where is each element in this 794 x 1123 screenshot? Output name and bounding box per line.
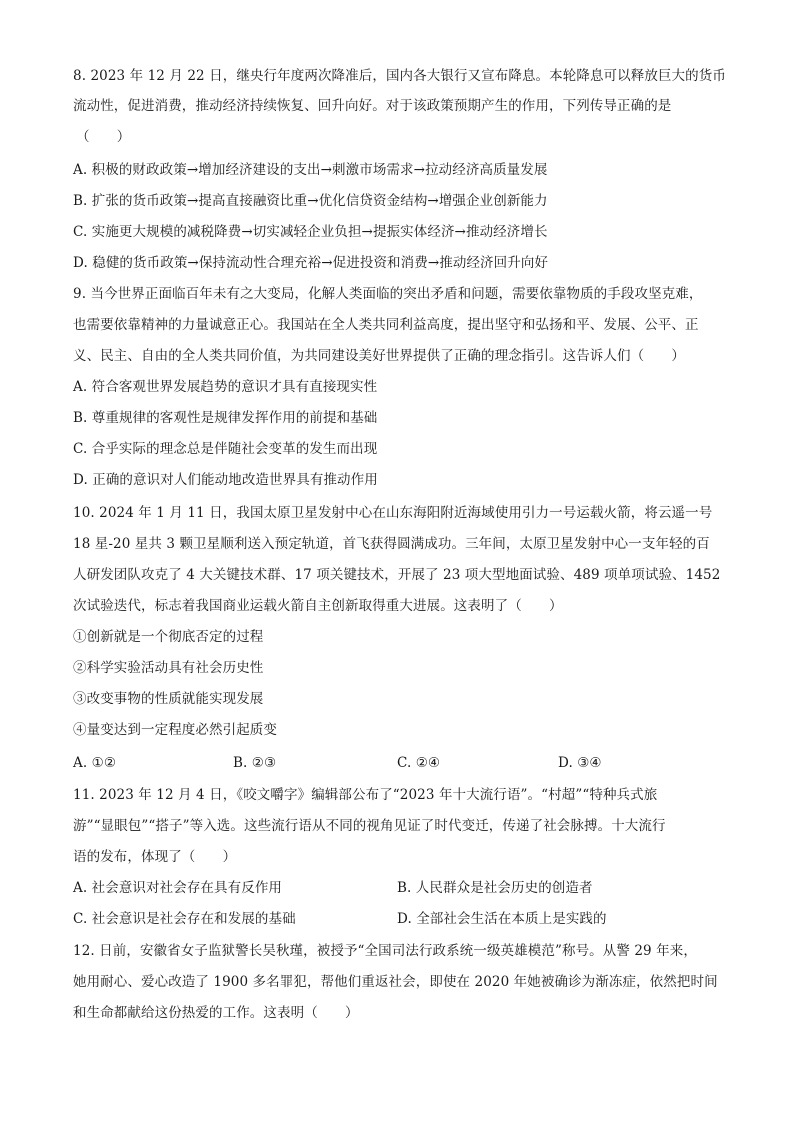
q12-stem-line-3: 和生命都献给这份热爱的工作。这表明（ ）	[73, 1005, 359, 1021]
q9-option-b: B. 尊重规律的客观性是规律发挥作用的前提和基础	[73, 410, 378, 426]
q11-option-d: D. 全部社会生活在本质上是实践的	[397, 911, 607, 927]
q9-option-d: D. 正确的意识对人们能动地改造世界具有推动作用	[73, 472, 378, 488]
q12-stem-line-2: 她用耐心、爱心改造了 1900 多名罪犯，帮他们重返社会，即使在 2020 年她被确诊为渐冻症，依然把时间	[73, 974, 718, 990]
q10-stem-line-2: 18 星-20 星共 3 颗卫星顺利送入预定轨道，首飞获得圆满成功。三年间，太原卫星发射中心一支年轻的百	[73, 536, 710, 552]
q9-stem-line-3: 义、民主、自由的全人类共同价值，为共同建设美好世界提供了正确的理念指引。这告诉人们（ ）	[73, 348, 685, 364]
q10-stem-line-3: 人研发团队攻克了 4 大关键技术群、17 项关键技术，开展了 23 项大型地面试验、489 项单项试验、1452	[73, 567, 721, 583]
q8-stem-line-2: 流动性，促进消费，推动经济持续恢复、回升向好。对于该政策预期产生的作用，下列传导正确的是	[73, 98, 672, 114]
q10-option-a: A. ①②	[73, 755, 117, 771]
q8-option-c: C. 实施更大规模的减税降费→切实减轻企业负担→提振实体经济→推动经济增长	[73, 224, 548, 240]
q10-option-c: C. ②④	[397, 755, 441, 771]
q11-option-a: A. 社会意识对社会存在具有反作用	[73, 880, 283, 896]
q8-answer-bracket: （ ）	[76, 129, 131, 145]
q8-option-b: B. 扩张的货币政策→提高直接融资比重→优化信贷资金结构→增强企业创新能力	[73, 193, 548, 209]
q10-item-3: ③改变事物的性质就能实现发展	[73, 691, 264, 707]
q11-option-b: B. 人民群众是社会历史的创造者	[397, 880, 593, 896]
q9-stem-line-1: 9. 当今世界正面临百年未有之大变局，化解人类面临的突出矛盾和问题，需要依靠物质的手段攻坚克难，	[73, 286, 703, 302]
q11-stem-line-2: 游”“显眼包”“搭子”等入选。这些流行语从不同的视角见证了时代变迁，传递了社会脉搏。十大流行	[73, 818, 666, 834]
q10-stem-line-1: 10. 2024 年 1 月 11 日，我国太原卫星发射中心在山东海阳附近海域使用引力一号运载火箭，将云遥一号	[73, 505, 713, 521]
q10-item-4: ④量变达到一定程度必然引起质变	[73, 722, 277, 738]
q10-option-d: D. ③④	[558, 755, 602, 771]
q10-item-1: ①创新就是一个彻底否定的过程	[73, 629, 264, 645]
q9-option-a: A. 符合客观世界发展趋势的意识才具有直接现实性	[73, 379, 378, 395]
q8-stem-line-1: 8. 2023 年 12 月 22 日，继央行年度两次降准后，国内各大银行又宣布降息。本轮降息可以释放巨大的货币	[73, 68, 726, 84]
q10-option-b: B. ②③	[233, 755, 277, 771]
q8-option-a: A. 积极的财政政策→增加经济建设的支出→刺激市场需求→拉动经济高质量发展	[73, 162, 548, 178]
q10-stem-line-4: 次试验迭代，标志着我国商业运载火箭自主创新取得重大进展。这表明了（ ）	[73, 598, 563, 614]
q9-option-c: C. 合乎实际的理念总是伴随社会变革的发生而出现	[73, 441, 378, 457]
q11-stem-line-3: 语的发布，体现了（ ）	[73, 849, 237, 865]
q10-item-2: ②科学实验活动具有社会历史性	[73, 660, 264, 676]
q11-stem-line-1: 11. 2023 年 12 月 4 日，《咬文嚼字》编辑部公布了“2023 年十大流行语”。“村超”“特种兵式旅	[73, 787, 658, 803]
q11-option-c: C. 社会意识是社会存在和发展的基础	[73, 911, 296, 927]
q8-option-d: D. 稳健的货币政策→保持流动性合理充裕→促进投资和消费→推动经济回升向好	[73, 255, 549, 271]
q12-stem-line-1: 12. 日前，安徽省女子监狱警长吴秋瑾，被授予“全国司法行政系统一级英雄模范”称号。从警 29 年来，	[73, 943, 697, 959]
q9-stem-line-2: 也需要依靠精神的力量诚意正心。我国站在全人类共同利益高度，提出坚守和弘扬和平、发展、公平、正	[73, 317, 699, 333]
